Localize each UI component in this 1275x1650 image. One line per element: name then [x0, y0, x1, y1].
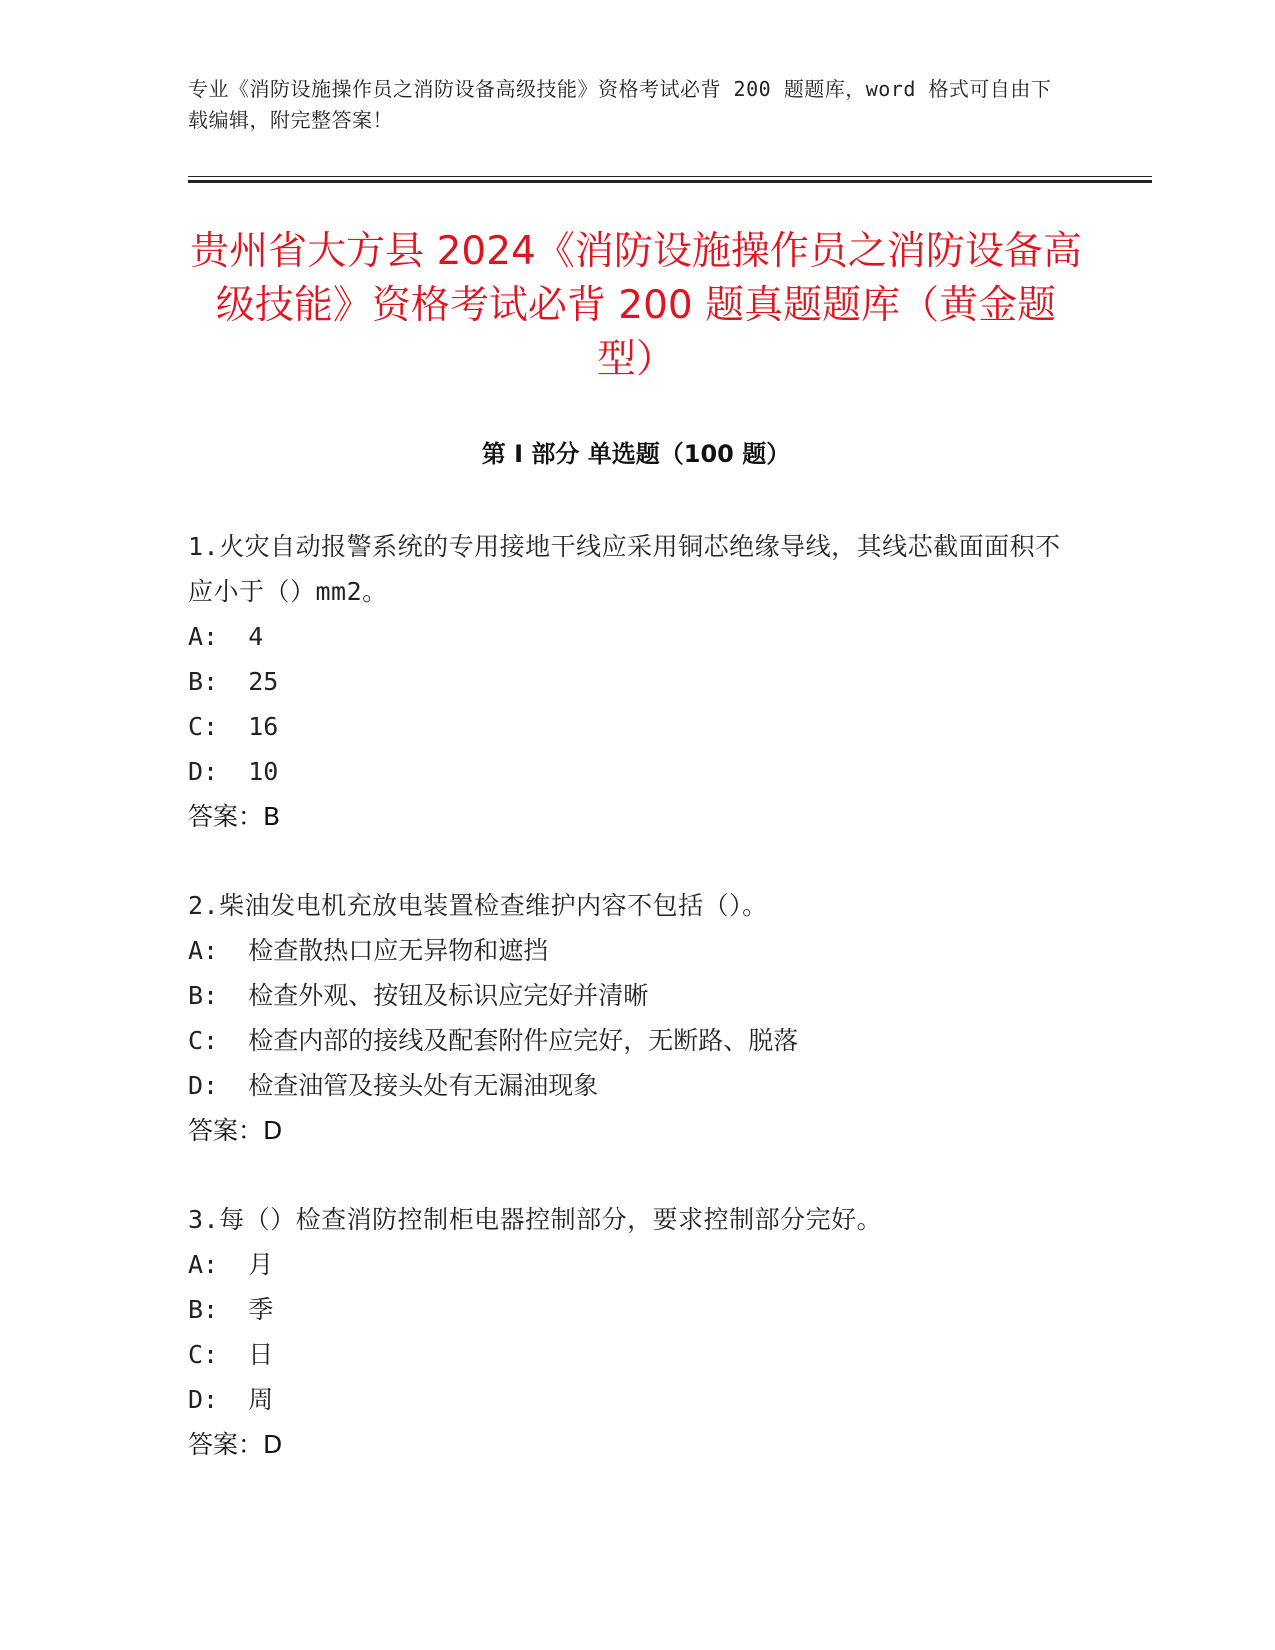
answer: 答案：D — [188, 1430, 283, 1459]
header-divider-thin — [188, 176, 1152, 177]
header-note: 专业《消防设施操作员之消防设备高级技能》资格考试必背 200 题题库，word 格式可自由下载编辑，附完整答案！ — [188, 77, 1052, 132]
header-divider-thick — [188, 180, 1152, 183]
option-c: C: 日 — [188, 1340, 274, 1369]
option-a: A: 月 — [188, 1250, 274, 1279]
document-title: 贵州省大方县 2024《消防设施操作员之消防设备高级技能》资格考试必背 200 题真题题库（黄金题型） — [190, 229, 1082, 382]
question-stem: 2.柴油发电机充放电装置检查维护内容不包括（）。 — [188, 891, 768, 920]
question-3 — [188, 1197, 1068, 1467]
option-b: B: 检查外观、按钮及标识应完好并清晰 — [188, 981, 649, 1010]
option-c: C: 检查内部的接线及配套附件应完好，无断路、脱落 — [188, 1026, 799, 1055]
answer: 答案：D — [188, 1116, 283, 1145]
option-d: D: 周 — [188, 1385, 274, 1414]
answer: 答案：B — [188, 802, 281, 831]
question-stem: 3.每（）检查消防控制柜电器控制部分，要求控制部分完好。 — [188, 1205, 883, 1234]
question-stem: 1.火灾自动报警系统的专用接地干线应采用铜芯绝缘导线，其线芯截面面积不应小于（）mm2。 — [188, 532, 1061, 606]
option-d: D: 10 — [188, 757, 279, 786]
section-heading: 第 I 部分 单选题（100 题） — [481, 440, 791, 468]
question-1 — [188, 524, 1068, 839]
option-a: A: 4 — [188, 622, 264, 651]
option-d: D: 检查油管及接头处有无漏油现象 — [188, 1071, 599, 1100]
option-b: B: 季 — [188, 1295, 274, 1324]
option-b: B: 25 — [188, 667, 279, 696]
option-a: A: 检查散热口应无异物和遮挡 — [188, 936, 549, 965]
option-c: C: 16 — [188, 712, 279, 741]
question-2 — [188, 883, 1068, 1153]
